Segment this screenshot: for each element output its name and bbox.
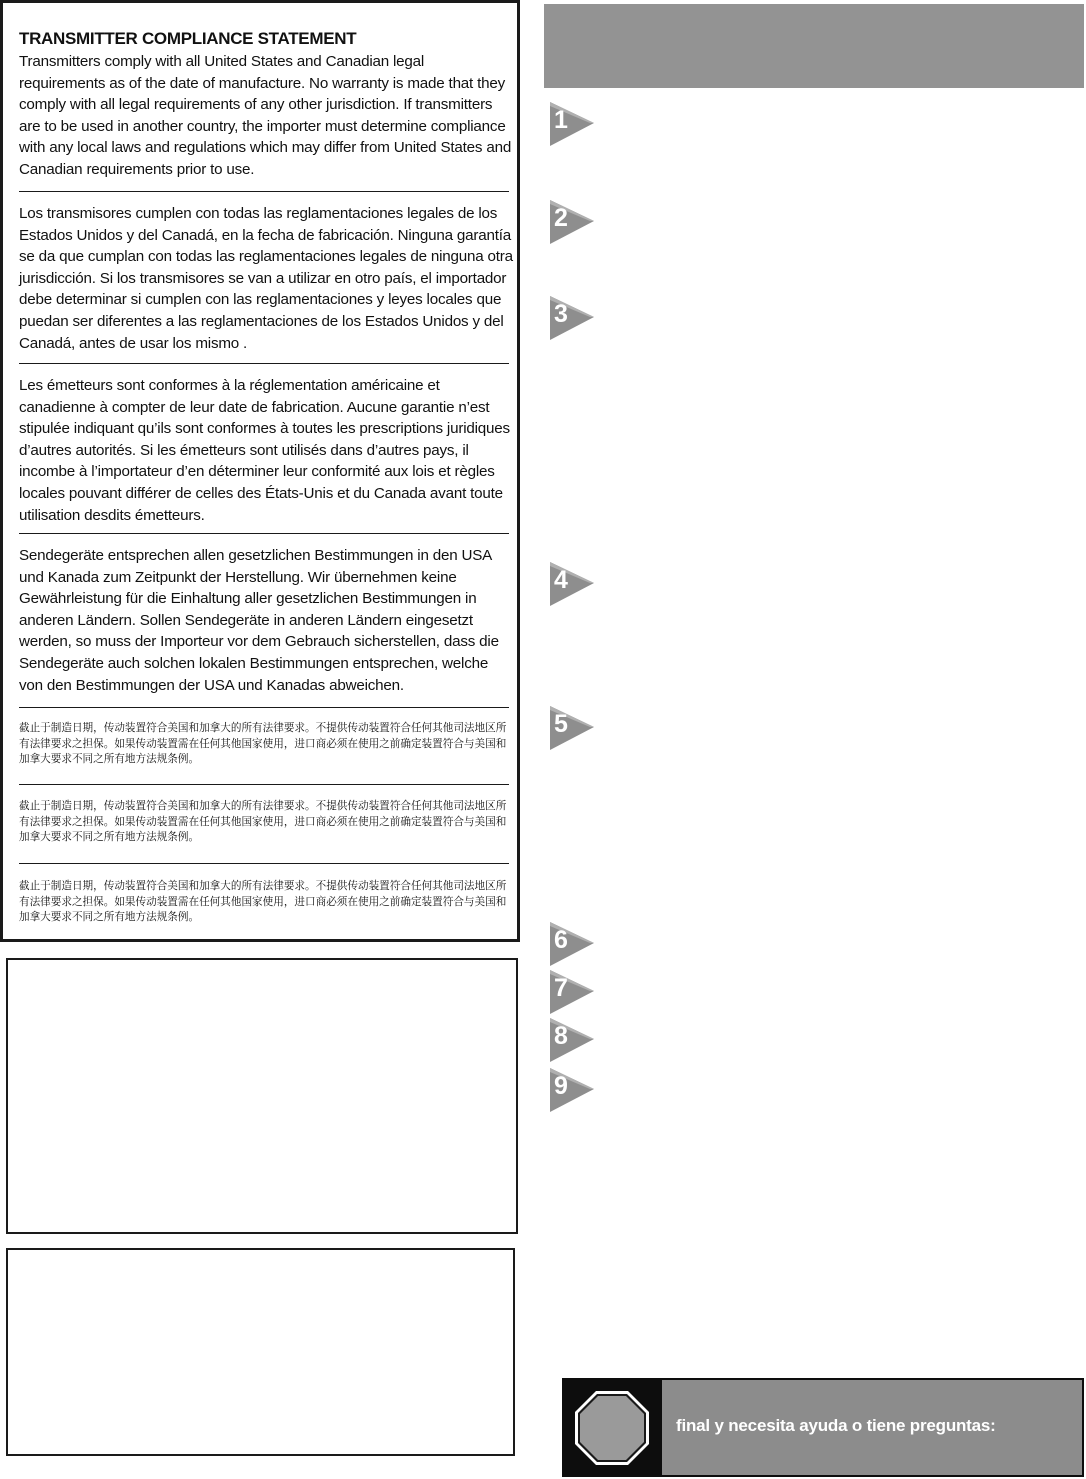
step-marker-4 bbox=[550, 560, 598, 606]
step-marker-3 bbox=[550, 294, 598, 340]
divider bbox=[19, 784, 509, 785]
step-number: 4 bbox=[554, 566, 567, 594]
section-banner bbox=[544, 4, 1084, 88]
divider bbox=[19, 363, 509, 364]
step-number: 3 bbox=[554, 300, 567, 328]
help-footer-bar bbox=[562, 1378, 1084, 1477]
step-number: 9 bbox=[554, 1072, 567, 1100]
divider bbox=[19, 533, 509, 534]
step-number: 2 bbox=[554, 204, 567, 232]
step-marker-7 bbox=[550, 968, 598, 1014]
paragraph-french: Les émetteurs sont conformes à la réglementation américaine et canadienne à compter de leur date de fabrication. Aucune garantie n’est stipulée indiquant qu’ils sont conformes à toutes les prescriptions juridiques d’autres autorités. Si les émetteurs sont utilisés dans d’autres pays, il incombe à l’importateur d’en déterminer leur conformité aux lois et règles locales pouvant différer de celles des États-Unis et du Canada avant toute utilisation desdits émetteurs. bbox=[19, 377, 510, 524]
step-number: 8 bbox=[554, 1022, 567, 1050]
step-number: 5 bbox=[554, 710, 567, 738]
paragraph-chinese-3: 截止于制造日期，传动装置符合美国和加拿大的所有法律要求。不提供传动装置符合任何其他司法地区所有法律要求之担保。如果传动装置需在任何其他国家使用，进口商必须在使用之前确定装置符合与美国和加拿大要求不同之所有地方法规条例。 bbox=[19, 880, 507, 923]
compliance-title: TRANSMITTER COMPLIANCE STATEMENT bbox=[19, 29, 357, 48]
compliance-statement-box bbox=[0, 0, 520, 942]
step-marker-8 bbox=[550, 1016, 598, 1062]
stop-sign-icon bbox=[574, 1390, 650, 1466]
footer-help-text: final y necesita ayuda o tiene preguntas: bbox=[676, 1416, 996, 1435]
divider bbox=[19, 191, 509, 192]
blank-box-lower bbox=[6, 1248, 515, 1456]
paragraph-spanish: Los transmisores cumplen con todas las reglamentaciones legales de los Estados Unidos y del Canadá, en la fecha de fabricación. Ninguna garantía se da que cumplan con todas las reglamentaciones legales de ninguna otra jurisdicción. Si los transmisores se van a utilizar en otro país, el importador debe determinar si cumplen con las reglamentaciones y leyes locales que puedan ser diferentes a las reglamentaciones de los Estados Unidos y del Canadá, antes de usar los mismo . bbox=[19, 205, 513, 352]
divider bbox=[19, 707, 509, 708]
footer-text-panel bbox=[662, 1380, 1082, 1475]
paragraph-chinese-2: 截止于制造日期，传动装置符合美国和加拿大的所有法律要求。不提供传动装置符合任何其他司法地区所有法律要求之担保。如果传动装置需在任何其他国家使用，进口商必须在使用之前确定装置符合与美国和加拿大要求不同之所有地方法规条例。 bbox=[19, 800, 507, 843]
paragraph-chinese-1: 截止于制造日期，传动装置符合美国和加拿大的所有法律要求。不提供传动装置符合任何其他司法地区所有法律要求之担保。如果传动装置需在任何其他国家使用，进口商必须在使用之前确定装置符合与美国和加拿大要求不同之所有地方法规条例。 bbox=[19, 722, 507, 765]
paragraph-english: Transmitters comply with all United States and Canadian legal requirements as of the date of manufacture. No warranty is made that they comply with all legal requirements of any other jurisdiction. If transmitters are to be used in another country, the importer must determine compliance with any local laws and regulations which may differ from United States and Canadian requirements prior to use. bbox=[19, 53, 512, 178]
paragraph-german: Sendegeräte entsprechen allen gesetzlichen Bestimmungen in den USA und Kanada zum Zeitpunkt der Herstellung. Wir übernehmen keine Gewährleistung für die Einhaltung aller gesetzlichen Bestimmungen in anderen Ländern. Sollen Sendegeräte in anderen Ländern eingesetzt werden, so muss der Importeur vor dem Gebrauch sicherstellen, dass die Sendegeräte auch solchen lokalen Bestimmungen entsprechen, welche von den Bestimmungen der USA und Kanadas abweichen. bbox=[19, 547, 499, 694]
step-number: 1 bbox=[554, 106, 567, 134]
divider bbox=[19, 863, 509, 864]
step-marker-2 bbox=[550, 198, 598, 244]
step-marker-9 bbox=[550, 1066, 598, 1112]
blank-box-upper bbox=[6, 958, 518, 1234]
step-number: 6 bbox=[554, 926, 567, 954]
step-number: 7 bbox=[554, 974, 567, 1002]
step-marker-5 bbox=[550, 704, 598, 750]
step-marker-1 bbox=[550, 100, 598, 146]
step-marker-6 bbox=[550, 920, 598, 966]
